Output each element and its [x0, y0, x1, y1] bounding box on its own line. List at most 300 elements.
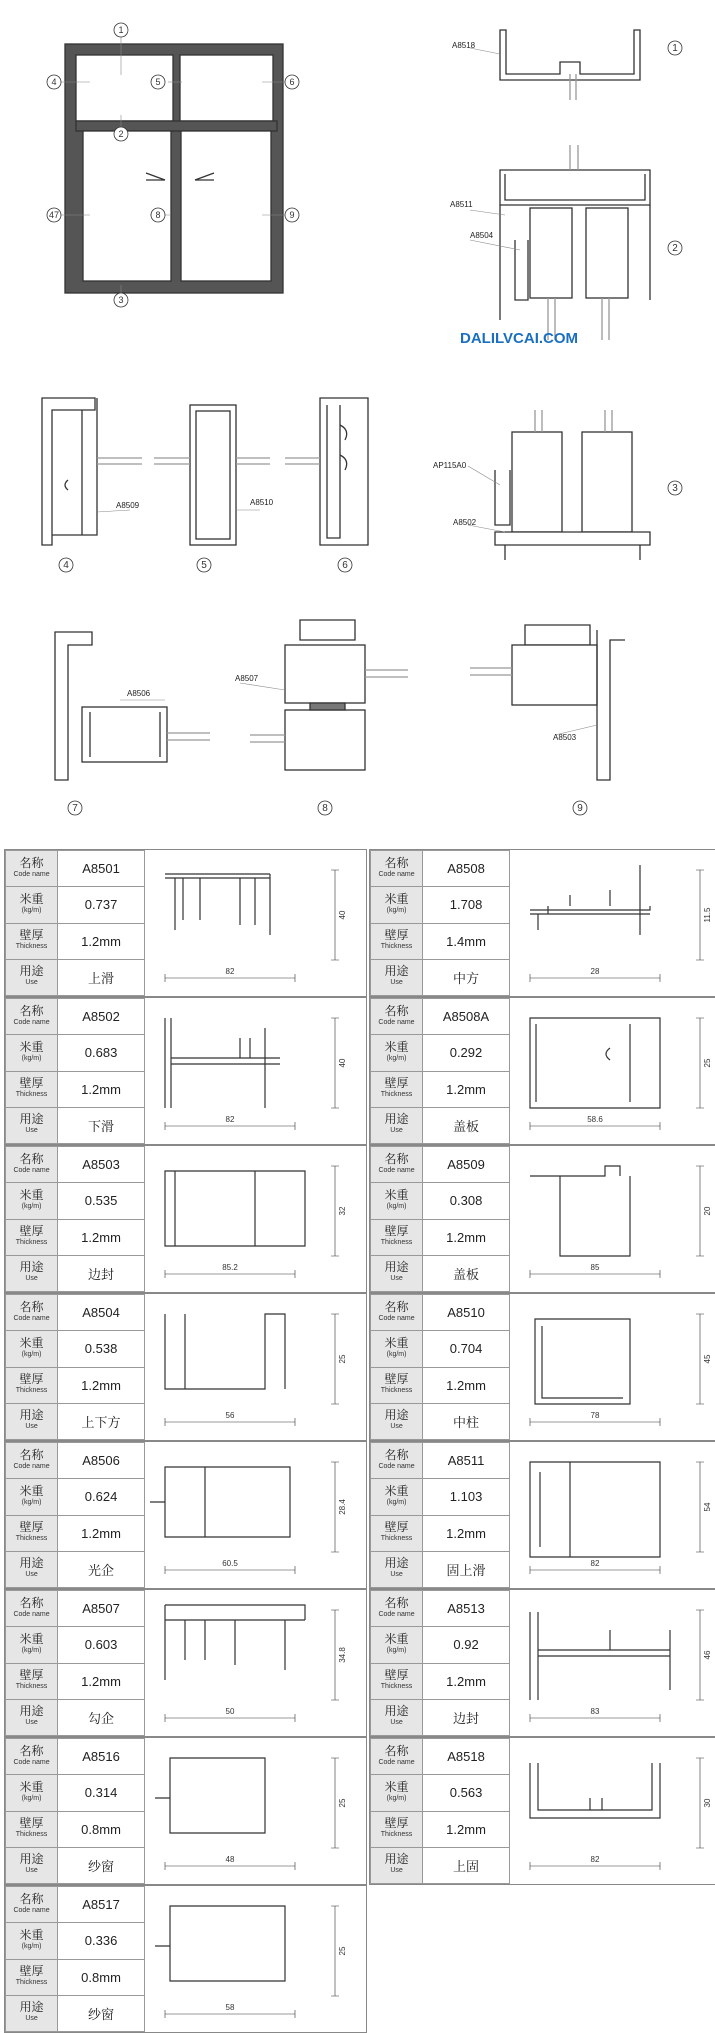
spec-thickness-value: 1.2mm	[423, 1367, 510, 1403]
label-cn: 米重	[19, 1631, 44, 1646]
spec-row-label	[371, 1775, 423, 1811]
spec-thickness-value: 1.2mm	[423, 1515, 510, 1551]
label-en: Use	[25, 979, 38, 987]
label-cn: 用途	[19, 1704, 44, 1719]
dimension-label: 82	[225, 967, 235, 976]
spec-card	[369, 997, 715, 1145]
profile-drawing	[145, 1146, 366, 1292]
window-marker: 4	[51, 77, 57, 87]
label-cn: 壁厚	[19, 1076, 44, 1091]
label-en: Use	[390, 1571, 403, 1579]
spec-use-value: 中方	[423, 959, 510, 995]
label-en: Code name	[378, 1018, 415, 1026]
spec-code-value: A8510	[423, 1295, 510, 1331]
label-en: Use	[390, 1275, 403, 1283]
dimension-label: 85.2	[222, 1263, 238, 1272]
profile-label: A8509	[116, 501, 140, 510]
dimension-label: 56	[225, 1411, 235, 1420]
spec-row	[6, 923, 145, 959]
label-en: (kg/m)	[386, 1202, 407, 1210]
spec-use-value: 上下方	[58, 1403, 145, 1439]
label-cn: 名称	[384, 855, 409, 870]
profile-shape	[530, 1018, 660, 1108]
spec-code-value: A8501	[58, 851, 145, 887]
label-cn: 名称	[19, 1447, 44, 1462]
spec-table	[5, 1146, 145, 1292]
spec-card	[369, 1589, 715, 1737]
profile-marker: 4	[63, 560, 69, 571]
label-cn: 名称	[384, 1299, 409, 1314]
spec-row-label	[371, 1663, 423, 1699]
label-en: Use	[390, 1127, 403, 1135]
window-marker: 1	[118, 25, 124, 35]
label-en: (kg/m)	[386, 1646, 407, 1654]
spec-use-value: 上固	[423, 1847, 510, 1883]
label-en: Thickness	[15, 1091, 48, 1099]
window-marker: 47	[48, 210, 60, 220]
spec-row	[371, 851, 510, 887]
spec-row	[371, 1515, 510, 1551]
profile-label: A8507	[235, 674, 259, 683]
spec-card	[4, 1293, 367, 1441]
profile-drawing	[510, 1442, 715, 1588]
label-cn: 用途	[384, 1556, 409, 1571]
spec-card	[4, 997, 367, 1145]
label-en: (kg/m)	[21, 1646, 42, 1654]
spec-use-value: 边封	[423, 1699, 510, 1735]
profile-shape	[535, 1319, 630, 1404]
spec-weight-value: 0.314	[58, 1775, 145, 1811]
label-cn: 壁厚	[19, 1668, 44, 1683]
profile-label: AP115A0	[433, 461, 467, 470]
spec-row-label	[371, 1403, 423, 1439]
dimension-label: 82	[590, 1559, 600, 1568]
spec-use-value: 勾企	[58, 1699, 145, 1735]
label-en: (kg/m)	[21, 1942, 42, 1950]
spec-row	[371, 1479, 510, 1515]
spec-table	[5, 1294, 145, 1440]
spec-table	[5, 1886, 145, 2032]
label-en: Thickness	[380, 1387, 413, 1395]
spec-row	[6, 999, 145, 1035]
label-cn: 壁厚	[384, 928, 409, 943]
spec-code-value: A8518	[423, 1739, 510, 1775]
spec-code-value: A8516	[58, 1739, 145, 1775]
spec-row	[371, 1443, 510, 1479]
profile-drawing	[145, 1442, 366, 1588]
dimension-label: 78	[590, 1411, 600, 1420]
spec-row-label	[6, 1443, 58, 1479]
spec-table	[5, 1442, 145, 1588]
label-en: Code name	[13, 1166, 50, 1174]
spec-row	[6, 1367, 145, 1403]
spec-weight-value: 0.535	[58, 1183, 145, 1219]
spec-row-label	[6, 1811, 58, 1847]
spec-thickness-value: 0.8mm	[58, 1811, 145, 1847]
dimension-label: 32	[338, 1206, 347, 1216]
label-en: Code name	[13, 1018, 50, 1026]
spec-row-label	[6, 1107, 58, 1143]
spec-code-value: A8511	[423, 1443, 510, 1479]
spec-use-value: 边封	[58, 1255, 145, 1291]
label-cn: 名称	[19, 1299, 44, 1314]
watermark: DALILVCAI.COM	[460, 330, 579, 347]
window-marker: 9	[289, 210, 295, 220]
spec-row	[6, 1147, 145, 1183]
spec-card	[4, 1589, 367, 1737]
spec-card	[4, 1145, 367, 1293]
spec-thickness-value: 1.2mm	[58, 1367, 145, 1403]
spec-row	[371, 1107, 510, 1143]
profile-shape	[155, 1906, 285, 1981]
profile-label: A8506	[127, 689, 151, 698]
profile-shape	[530, 865, 650, 935]
spec-row	[6, 1071, 145, 1107]
profile-label: A8510	[250, 498, 274, 507]
label-cn: 用途	[384, 1260, 409, 1275]
spec-table	[5, 998, 145, 1144]
spec-thickness-value: 1.2mm	[58, 1515, 145, 1551]
spec-row	[6, 1035, 145, 1071]
spec-row-label	[371, 1331, 423, 1367]
label-cn: 用途	[19, 964, 44, 979]
profile-shape	[165, 1018, 280, 1108]
spec-row-label	[6, 887, 58, 923]
spec-weight-value: 0.683	[58, 1035, 145, 1071]
label-cn: 壁厚	[384, 1076, 409, 1091]
spec-thickness-value: 1.2mm	[58, 923, 145, 959]
profile-drawing	[510, 998, 715, 1144]
label-en: Thickness	[15, 1979, 48, 1987]
spec-row	[6, 1551, 145, 1587]
spec-use-value: 光企	[58, 1551, 145, 1587]
label-cn: 壁厚	[19, 1816, 44, 1831]
spec-table	[5, 1738, 145, 1884]
window-marker: 2	[118, 129, 124, 139]
spec-code-value: A8509	[423, 1147, 510, 1183]
spec-row-label	[6, 1959, 58, 1995]
label-en: Code name	[13, 1758, 50, 1766]
spec-row	[371, 1739, 510, 1775]
label-cn: 用途	[384, 1704, 409, 1719]
label-cn: 米重	[384, 1335, 409, 1350]
spec-card	[369, 1293, 715, 1441]
spec-row-label	[371, 1443, 423, 1479]
label-en: Use	[390, 1867, 403, 1875]
window-marker: 3	[118, 295, 124, 305]
label-en: Thickness	[15, 943, 48, 951]
spec-row	[6, 1847, 145, 1883]
spec-code-value: A8508A	[423, 999, 510, 1035]
spec-row-label	[371, 1107, 423, 1143]
spec-row-label	[6, 959, 58, 995]
dimension-label: 25	[338, 1798, 347, 1808]
profile-shape	[530, 1462, 660, 1557]
spec-row-label	[371, 1295, 423, 1331]
label-cn: 壁厚	[384, 1816, 409, 1831]
spec-use-value: 纱窗	[58, 1847, 145, 1883]
label-en: (kg/m)	[386, 1498, 407, 1506]
spec-row-label	[371, 1147, 423, 1183]
profile-shape	[530, 1612, 670, 1700]
label-cn: 米重	[384, 1779, 409, 1794]
label-en: (kg/m)	[21, 1498, 42, 1506]
dimension-label: 82	[590, 1855, 600, 1864]
spec-row-label	[371, 1591, 423, 1627]
spec-row	[6, 851, 145, 887]
spec-table	[5, 1590, 145, 1736]
section-profile-5	[154, 405, 270, 545]
label-cn: 米重	[19, 1927, 44, 1942]
label-cn: 米重	[19, 891, 44, 906]
spec-row	[6, 1775, 145, 1811]
label-cn: 名称	[384, 1743, 409, 1758]
profile-drawing	[510, 1738, 715, 1884]
window-elevation	[60, 30, 295, 300]
label-en: Code name	[13, 870, 50, 878]
spec-row	[6, 959, 145, 995]
label-cn: 壁厚	[19, 1520, 44, 1535]
spec-weight-value: 0.603	[58, 1627, 145, 1663]
spec-row-label	[371, 1183, 423, 1219]
label-en: (kg/m)	[21, 1202, 42, 1210]
spec-row-label	[6, 1331, 58, 1367]
label-en: Use	[25, 2015, 38, 2023]
dimension-label: 20	[703, 1206, 712, 1216]
label-en: Code name	[378, 1314, 415, 1322]
spec-row	[371, 923, 510, 959]
spec-row	[371, 1847, 510, 1883]
profile-drawing	[145, 1590, 366, 1736]
label-cn: 壁厚	[384, 1372, 409, 1387]
spec-row	[371, 1775, 510, 1811]
profile-drawing	[510, 850, 715, 996]
spec-thickness-value: 1.2mm	[423, 1663, 510, 1699]
profile-drawing	[510, 1294, 715, 1440]
profile-drawing	[510, 1590, 715, 1736]
dimension-label: 40	[338, 1058, 347, 1068]
label-en: (kg/m)	[386, 1350, 407, 1358]
section-profile-6	[285, 398, 368, 545]
spec-table	[370, 1590, 510, 1736]
spec-table	[370, 1442, 510, 1588]
spec-row	[6, 1923, 145, 1959]
label-en: (kg/m)	[21, 906, 42, 914]
spec-row-label	[6, 1775, 58, 1811]
dimension-label: 25	[703, 1058, 712, 1068]
label-en: Code name	[13, 1906, 50, 1914]
spec-row-label	[371, 1699, 423, 1735]
label-cn: 名称	[19, 1743, 44, 1758]
spec-card	[369, 1145, 715, 1293]
profile-drawing	[145, 998, 366, 1144]
profile-drawing	[145, 850, 366, 996]
spec-thickness-value: 1.2mm	[58, 1663, 145, 1699]
spec-weight-value: 0.624	[58, 1479, 145, 1515]
spec-row-label	[6, 851, 58, 887]
spec-row	[6, 1219, 145, 1255]
spec-row-label	[6, 1739, 58, 1775]
spec-table	[370, 998, 510, 1144]
profile-shape	[165, 1314, 285, 1389]
label-en: Thickness	[380, 1091, 413, 1099]
label-cn: 壁厚	[19, 1372, 44, 1387]
label-cn: 米重	[19, 1187, 44, 1202]
spec-weight-value: 0.737	[58, 887, 145, 923]
profile-marker: 7	[72, 803, 78, 814]
spec-row-label	[371, 1811, 423, 1847]
label-en: Thickness	[380, 943, 413, 951]
spec-weight-value: 0.92	[423, 1627, 510, 1663]
spec-row-label	[6, 1887, 58, 1923]
label-cn: 壁厚	[19, 1224, 44, 1239]
dimension-label: 82	[225, 1115, 235, 1124]
label-en: Code name	[13, 1610, 50, 1618]
label-en: Thickness	[380, 1831, 413, 1839]
spec-row-label	[6, 1663, 58, 1699]
dimension-label: 34.8	[338, 1647, 347, 1663]
spec-weight-value: 1.708	[423, 887, 510, 923]
spec-card	[369, 849, 715, 997]
spec-row	[6, 1255, 145, 1291]
label-en: Thickness	[15, 1683, 48, 1691]
spec-card	[369, 1441, 715, 1589]
label-en: Thickness	[15, 1387, 48, 1395]
spec-code-value: A8508	[423, 851, 510, 887]
spec-row	[6, 1591, 145, 1627]
spec-row	[6, 1107, 145, 1143]
spec-table	[370, 1146, 510, 1292]
label-en: (kg/m)	[386, 906, 407, 914]
label-en: Use	[25, 1571, 38, 1579]
spec-row-label	[371, 1255, 423, 1291]
section-profile-4	[42, 398, 142, 545]
spec-row	[6, 1331, 145, 1367]
spec-row-label	[371, 1219, 423, 1255]
dimension-label: 60.5	[222, 1559, 238, 1568]
spec-row	[6, 887, 145, 923]
spec-table	[5, 850, 145, 996]
spec-row-label	[6, 1367, 58, 1403]
spec-card	[4, 1441, 367, 1589]
spec-use-value: 固上滑	[423, 1551, 510, 1587]
profile-shape	[165, 874, 270, 935]
dimension-label: 48	[225, 1855, 235, 1864]
label-cn: 用途	[19, 2000, 44, 2015]
label-en: Use	[390, 1423, 403, 1431]
label-cn: 用途	[19, 1852, 44, 1867]
label-cn: 壁厚	[19, 928, 44, 943]
spec-weight-value: 0.704	[423, 1331, 510, 1367]
spec-card	[4, 1737, 367, 1885]
spec-use-value: 下滑	[58, 1107, 145, 1143]
profile-marker: 2	[672, 243, 678, 254]
label-en: Use	[25, 1719, 38, 1727]
profile-marker: 6	[342, 560, 348, 571]
dimension-label: 83	[590, 1707, 600, 1716]
section-profile-1	[470, 30, 640, 100]
spec-row	[371, 1403, 510, 1439]
label-cn: 米重	[384, 1187, 409, 1202]
spec-row	[371, 1219, 510, 1255]
spec-row	[371, 1295, 510, 1331]
spec-row-label	[371, 923, 423, 959]
spec-row-label	[6, 1627, 58, 1663]
spec-row-label	[371, 1847, 423, 1883]
spec-row	[371, 1551, 510, 1587]
profile-drawing	[510, 1146, 715, 1292]
profile-shape	[530, 1763, 660, 1818]
label-en: Thickness	[15, 1535, 48, 1543]
dimension-label: 30	[703, 1798, 712, 1808]
spec-row-label	[371, 1627, 423, 1663]
spec-row-label	[6, 1515, 58, 1551]
spec-row	[371, 887, 510, 923]
spec-use-value: 上滑	[58, 959, 145, 995]
spec-row	[371, 1147, 510, 1183]
assembly-diagram	[0, 0, 715, 840]
spec-row-label	[371, 887, 423, 923]
label-cn: 名称	[384, 1003, 409, 1018]
label-en: Thickness	[15, 1239, 48, 1247]
spec-row	[371, 1591, 510, 1627]
label-cn: 米重	[384, 1483, 409, 1498]
spec-row-label	[6, 1071, 58, 1107]
label-en: Use	[25, 1127, 38, 1135]
spec-row	[6, 1959, 145, 1995]
section-profile-8	[240, 620, 408, 770]
spec-row-label	[371, 1551, 423, 1587]
spec-weight-value: 0.308	[423, 1183, 510, 1219]
spec-row-label	[6, 1147, 58, 1183]
label-en: Thickness	[380, 1239, 413, 1247]
profile-label: A8518	[452, 41, 476, 50]
section-profile-7	[55, 632, 210, 780]
label-en: (kg/m)	[386, 1794, 407, 1802]
spec-weight-value: 0.563	[423, 1775, 510, 1811]
dimension-label: 58.6	[587, 1115, 603, 1124]
spec-row-label	[6, 1403, 58, 1439]
label-en: Code name	[378, 1610, 415, 1618]
spec-row	[6, 1627, 145, 1663]
label-en: Code name	[378, 1166, 415, 1174]
window-marker: 6	[289, 77, 295, 87]
spec-row	[371, 1255, 510, 1291]
spec-use-value: 中柱	[423, 1403, 510, 1439]
label-en: Thickness	[380, 1535, 413, 1543]
profile-marker: 3	[672, 483, 678, 494]
window-marker: 8	[155, 210, 161, 220]
spec-row-label	[6, 1923, 58, 1959]
label-cn: 米重	[19, 1335, 44, 1350]
spec-thickness-value: 1.4mm	[423, 923, 510, 959]
spec-row	[6, 1479, 145, 1515]
profile-drawing	[145, 1294, 366, 1440]
spec-row-label	[6, 1183, 58, 1219]
dimension-label: 25	[338, 1354, 347, 1364]
spec-row-label	[371, 1515, 423, 1551]
dimension-label: 50	[225, 1707, 235, 1716]
label-cn: 名称	[19, 855, 44, 870]
label-en: Code name	[13, 1314, 50, 1322]
spec-row-label	[371, 1035, 423, 1071]
spec-row	[371, 999, 510, 1035]
spec-thickness-value: 1.2mm	[423, 1071, 510, 1107]
profile-marker: 1	[672, 43, 678, 54]
spec-card	[369, 1737, 715, 1885]
spec-row	[6, 1443, 145, 1479]
label-cn: 米重	[19, 1039, 44, 1054]
